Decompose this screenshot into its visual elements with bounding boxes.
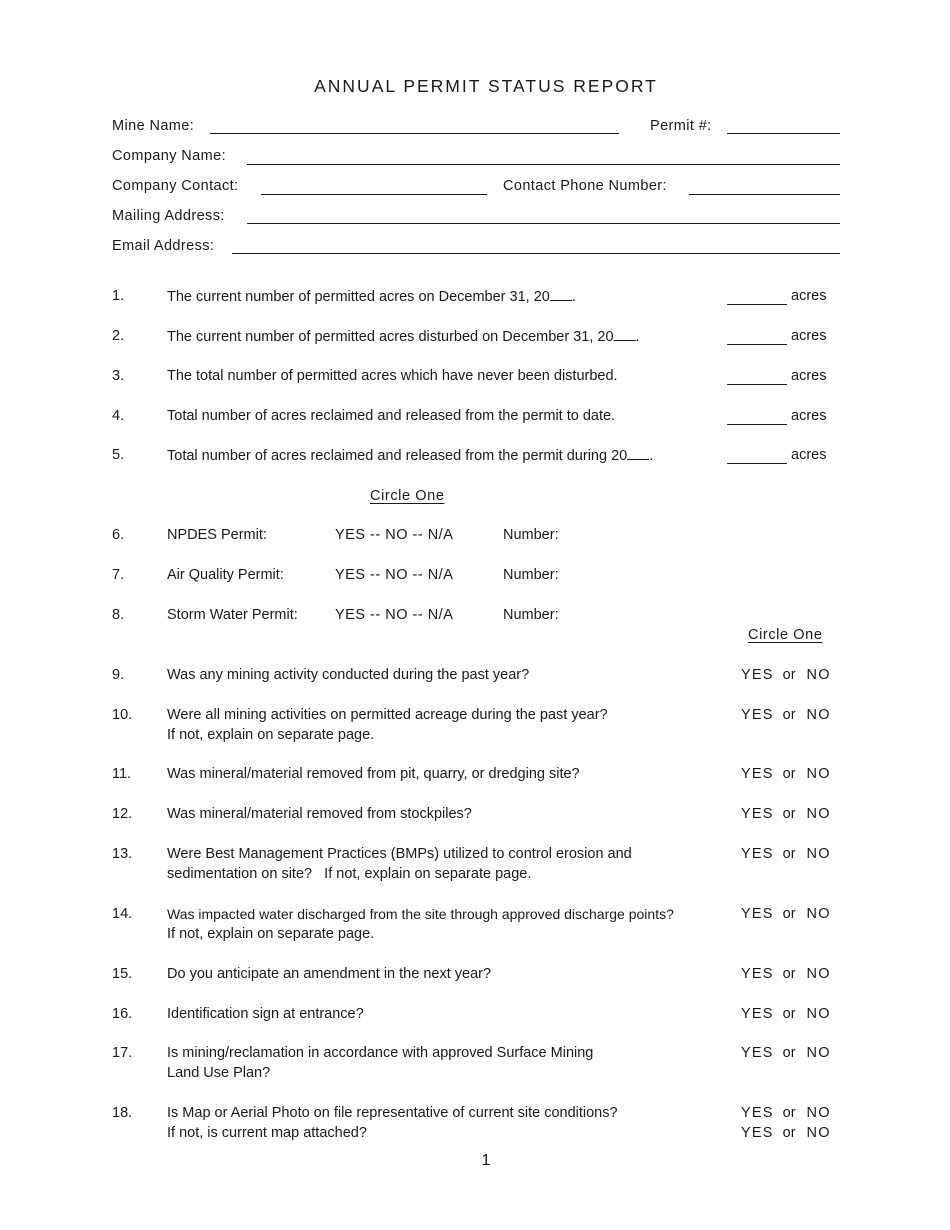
yes-or-no-choice[interactable]: YES or NO <box>741 707 831 723</box>
yes-or-no-choice[interactable]: YES or NO <box>741 906 831 922</box>
acres-unit: acres <box>791 288 827 304</box>
circle-one-heading-permits: Circle One <box>370 488 445 504</box>
mailing-address-label: Mailing Address: <box>112 208 225 224</box>
acres-unit: acres <box>791 368 827 384</box>
acres-unit: acres <box>791 447 827 463</box>
company-contact-label: Company Contact: <box>112 178 239 194</box>
permit-number-label: Number: <box>503 567 559 583</box>
permit-number-label: Number: <box>503 527 559 543</box>
question-text: Do you anticipate an amendment in the next year? <box>167 966 492 982</box>
mine-name-label: Mine Name: <box>112 118 195 134</box>
acres-field[interactable] <box>727 304 787 305</box>
permit-label: Air Quality Permit: <box>167 567 284 583</box>
question-number: 2. <box>112 328 125 344</box>
question-number: 12. <box>112 806 133 822</box>
yes-or-no-choice[interactable]: YES or NO <box>741 1006 831 1022</box>
question-text: Was mineral/material removed from pit, quarry, or dredging site? <box>167 766 580 782</box>
mailing-address-field[interactable] <box>247 223 840 224</box>
yes-or-no-choice[interactable]: YES or NO <box>741 766 831 782</box>
yes-or-no-choice[interactable]: YES or NO <box>741 846 831 862</box>
permit-number-label: Permit #: <box>650 118 712 134</box>
acres-unit: acres <box>791 408 827 424</box>
acres-field[interactable] <box>727 344 787 345</box>
question-text: Total number of acres reclaimed and released from the permit to date. <box>167 408 616 424</box>
question-text: Was any mining activity conducted during the past year? <box>167 667 530 683</box>
question-number: 1. <box>112 288 125 304</box>
email-address-field[interactable] <box>232 253 840 254</box>
company-name-label: Company Name: <box>112 148 226 164</box>
question-number: 7. <box>112 567 125 583</box>
acres-field[interactable] <box>727 424 787 425</box>
question-number: 16. <box>112 1006 133 1022</box>
acres-unit: acres <box>791 328 827 344</box>
permit-options[interactable]: YES -- NO -- N/A <box>335 607 454 623</box>
year-blank[interactable] <box>627 447 649 460</box>
yes-or-no-choice[interactable]: YES or NO <box>741 1105 831 1121</box>
question-number: 11. <box>112 766 132 782</box>
question-number: 13. <box>112 846 133 862</box>
question-text-line2: Land Use Plan? <box>167 1065 271 1081</box>
yes-or-no-choice-map-attached[interactable]: YES or NO <box>741 1125 831 1141</box>
permit-number-label: Number: <box>503 607 559 623</box>
circle-one-heading-yes-no: Circle One <box>748 627 823 643</box>
question-text: Were all mining activities on permitted acreage during the past year? <box>167 707 608 723</box>
year-blank[interactable] <box>614 328 636 341</box>
yes-or-no-choice[interactable]: YES or NO <box>741 806 831 822</box>
question-number: 18. <box>112 1105 133 1121</box>
question-number: 5. <box>112 447 125 463</box>
page-number: 1 <box>481 1152 491 1169</box>
yes-or-no-choice[interactable]: YES or NO <box>741 667 831 683</box>
question-number: 15. <box>112 966 133 982</box>
question-text: The current number of permitted acres on December 31, 20 . <box>167 289 576 305</box>
question-text: The total number of permitted acres which have never been disturbed. <box>167 368 618 384</box>
question-number: 17. <box>112 1045 133 1061</box>
acres-field[interactable] <box>727 384 787 385</box>
yes-or-no-choice[interactable]: YES or NO <box>741 1045 831 1061</box>
question-number: 14. <box>112 906 133 922</box>
question-text-line2: sedimentation on site? If not, explain on separate page. <box>167 866 532 882</box>
question-number: 9. <box>112 667 125 683</box>
question-number: 6. <box>112 527 125 543</box>
question-number: 10. <box>112 707 133 723</box>
question-text: Is Map or Aerial Photo on file representative of current site conditions? <box>167 1105 618 1121</box>
question-number: 8. <box>112 607 125 623</box>
question-text: The current number of permitted acres disturbed on December 31, 20 . <box>167 329 640 345</box>
question-text: Total number of acres reclaimed and released from the permit during 20 . <box>167 448 654 464</box>
question-number: 4. <box>112 408 125 424</box>
permit-label: NPDES Permit: <box>167 527 267 543</box>
yes-or-no-choice[interactable]: YES or NO <box>741 966 831 982</box>
permit-label: Storm Water Permit: <box>167 607 298 623</box>
email-address-label: Email Address: <box>112 238 215 254</box>
question-text-line2: If not, explain on separate page. <box>167 727 375 743</box>
permit-options[interactable]: YES -- NO -- N/A <box>335 527 454 543</box>
contact-phone-field[interactable] <box>689 194 840 195</box>
year-blank[interactable] <box>550 288 572 301</box>
company-name-field[interactable] <box>247 164 840 165</box>
question-text: Was mineral/material removed from stockpiles? <box>167 806 472 822</box>
acres-field[interactable] <box>727 463 787 464</box>
question-text-line2: If not, is current map attached? <box>167 1125 367 1141</box>
question-text-line2: If not, explain on separate page. <box>167 926 375 942</box>
company-contact-field[interactable] <box>261 194 487 195</box>
contact-phone-label: Contact Phone Number: <box>503 178 667 194</box>
question-text: Is mining/reclamation in accordance with approved Surface Mining <box>167 1045 594 1061</box>
question-text: Was impacted water discharged from the site through approved discharge points? <box>167 906 674 922</box>
permit-number-field[interactable] <box>727 133 840 134</box>
page-title: ANNUAL PERMIT STATUS REPORT <box>314 76 658 96</box>
question-text: Identification sign at entrance? <box>167 1006 364 1022</box>
permit-options[interactable]: YES -- NO -- N/A <box>335 567 454 583</box>
question-number: 3. <box>112 368 125 384</box>
question-text: Were Best Management Practices (BMPs) utilized to control erosion and <box>167 846 632 862</box>
mine-name-field[interactable] <box>210 133 619 134</box>
